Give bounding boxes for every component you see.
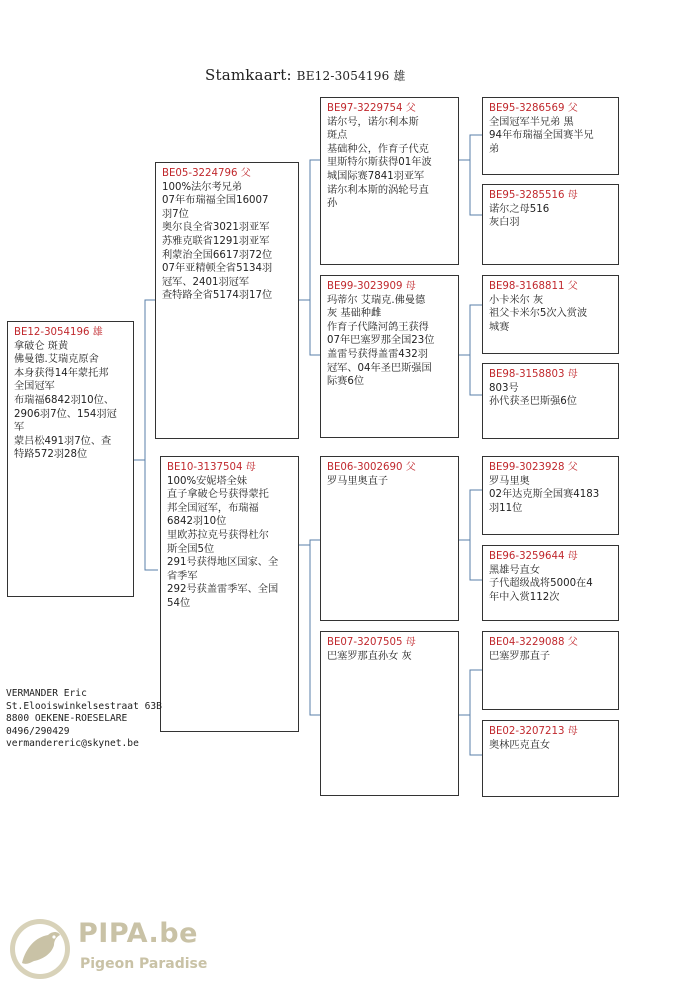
ring-number: BE96-3259644 母 bbox=[489, 551, 578, 562]
pigeon-description: 100%安妮塔全妹 直子拿破仑号获得蒙托 邦全国冠军，布瑞福 6842羽10位 里欧苏拉克号获得杜尔 斯全国5位 291号获得地区国家、全 省季军 292号获盖雷季军、全国 54位 bbox=[167, 475, 279, 609]
pigeon-card-sire-sire bbox=[320, 97, 459, 265]
pigeon-description: 拿破仑 斑黄 佛曼德.艾瑞克原舍 本身获得14年蒙托邦 全国冠军 布瑞福6842羽10位、 2906羽7位、154羽冠 军 蒙吕松491羽7位、查 特路572羽28位 bbox=[14, 340, 117, 461]
pigeon-description: 罗马里奥 02年达克斯全国赛4183 羽11位 bbox=[489, 475, 600, 514]
pigeon-card-dam bbox=[160, 456, 299, 732]
ring-number: BE99-3023909 母 bbox=[327, 281, 416, 292]
logo-brand: PIPA.be bbox=[78, 918, 198, 949]
ring-number: BE98-3158803 母 bbox=[489, 369, 578, 380]
pigeon-card-sss bbox=[482, 97, 619, 175]
pigeon-card-dsd bbox=[482, 545, 619, 621]
pigeon-card-dam-sire bbox=[320, 456, 459, 621]
pigeon-card-ddd bbox=[482, 720, 619, 797]
pigeon-description: 巴塞罗那直孙女 灰 bbox=[327, 650, 412, 662]
pigeon-card-sdd bbox=[482, 363, 619, 439]
owner-name: VERMANDER Eric bbox=[6, 688, 87, 699]
ring-number: BE99-3023928 父 bbox=[489, 462, 578, 473]
pigeon-card-sire bbox=[155, 162, 299, 439]
pigeon-description: 黑雄号直女 子代超级战将5000在4 年中入赏112次 bbox=[489, 564, 593, 603]
pigeon-description: 奥林匹克直女 bbox=[489, 739, 551, 751]
ring-number: BE07-3207505 母 bbox=[327, 637, 416, 648]
owner-street: St.Elooiswinkelsestraat 63B bbox=[6, 700, 162, 712]
pigeon-card-dss bbox=[482, 456, 619, 535]
pigeon-description: 玛蒂尔 艾瑞克.佛曼德 灰 基础种雌 作育子代隆河鸽王获得 07年巴塞罗那全国23位 盖雷号获得盖雷432羽 冠军、04年圣巴斯强国 际赛6位 bbox=[327, 294, 435, 388]
pigeon-description: 803号 孙代获圣巴斯强6位 bbox=[489, 382, 577, 408]
ring-number: BE02-3207213 母 bbox=[489, 726, 578, 737]
pigeon-card-sds bbox=[482, 275, 619, 354]
pigeon-card-sire-dam bbox=[320, 275, 459, 438]
pigeon-card-dam-dam bbox=[320, 631, 459, 796]
pigeon-card-dds bbox=[482, 631, 619, 710]
pigeon-description: 小卡米尔 灰 祖父卡米尔5次入赏波 城赛 bbox=[489, 294, 588, 333]
title-ring: BE12-3054196 雄 bbox=[296, 69, 406, 83]
logo-tagline: Pigeon Paradise bbox=[80, 956, 208, 972]
ring-number: BE04-3229088 父 bbox=[489, 637, 578, 648]
owner-info bbox=[6, 688, 162, 751]
pigeon-description: 100%法尔考兄弟 07年布瑞福全国16007 羽7位 奥尔良全省3021羽亚军 苏雅克联省1291羽亚军 利蒙治全国6617羽72位 07年亚精顿全省5134羽 冠军、2401羽冠军 查特路全省5174羽17位 bbox=[162, 181, 273, 302]
pigeon-card-ssd bbox=[482, 184, 619, 265]
owner-email[interactable]: vermandereric@skynet.be bbox=[6, 738, 139, 749]
ring-number: BE97-3229754 父 bbox=[327, 103, 416, 114]
ring-number: BE12-3054196 雄 bbox=[14, 327, 103, 338]
ring-number: BE95-3286569 父 bbox=[489, 103, 578, 114]
ring-number: BE98-3168811 父 bbox=[489, 281, 578, 292]
pigeon-description: 巴塞罗那直子 bbox=[489, 650, 551, 662]
pigeon-description: 全国冠军半兄弟 黑 94年布瑞福全国赛半兄 弟 bbox=[489, 116, 594, 155]
ring-number: BE10-3137504 母 bbox=[167, 462, 256, 473]
pigeon-description: 诺尔号，诺尔利本斯 斑点 基础种公，作育子代克 里斯特尔斯获得01年波 城国际赛7841羽亚军 诺尔利本斯的涡轮号直 孙 bbox=[327, 116, 432, 210]
ring-number: BE06-3002690 父 bbox=[327, 462, 416, 473]
owner-city: 8800 OEKENE-ROESELARE bbox=[6, 713, 128, 724]
pigeon-description: 罗马里奥直子 bbox=[327, 475, 389, 487]
ring-number: BE05-3224796 父 bbox=[162, 168, 251, 179]
title-label: Stamkaart: bbox=[205, 66, 292, 84]
pigeon-description: 诺尔之母516 灰白羽 bbox=[489, 203, 550, 229]
owner-phone: 0496/290429 bbox=[6, 725, 70, 737]
pigeon-card-subject bbox=[7, 321, 134, 597]
ring-number: BE95-3285516 母 bbox=[489, 190, 578, 201]
